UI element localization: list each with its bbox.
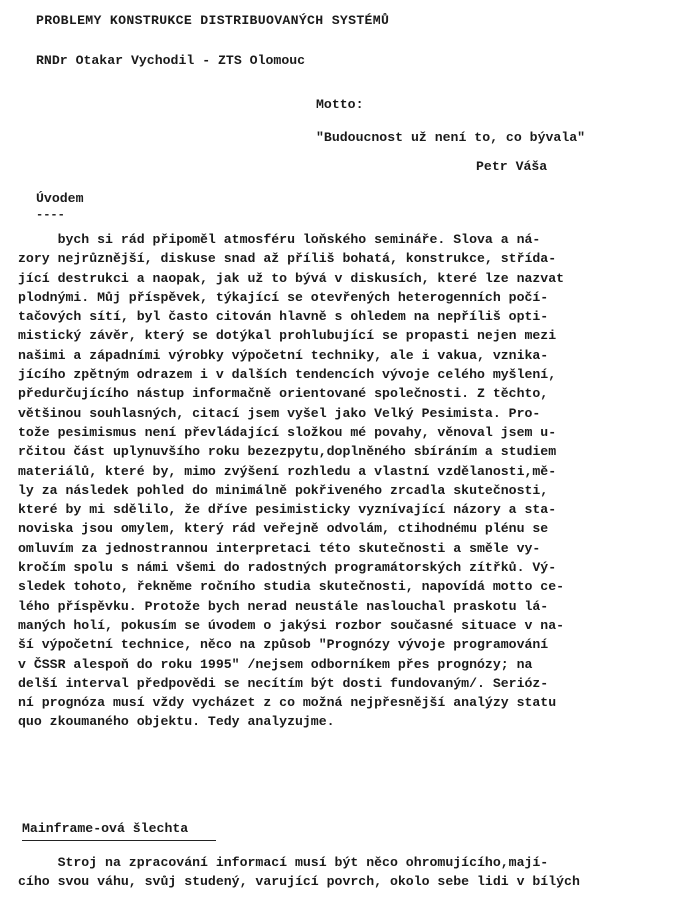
text-line: tože pesimismus není převládající složkou mé povahy, věnoval jsem u- — [18, 424, 557, 440]
text-line: maných holí, pokusím se úvodem o jakýsi rozbor současné situace v na- — [18, 617, 565, 633]
text-line: lého příspěvku. Protože bych nerad neustále naslouchal praskotu lá- — [18, 598, 549, 614]
text-line: rčitou část uplynuvšího roku bezezpytu,doplněného sbíráním a studiem — [18, 444, 557, 460]
section-heading-mainframe: Mainframe-ová šlechta — [22, 821, 189, 836]
text-line: zory nejrůznější, diskuse snad až příliš bohatá, konstrukce, střída- — [18, 251, 557, 267]
text-line: ní prognóza musí vždy vycházet z co možná nejpřesnější analýzy statu — [18, 695, 557, 711]
author-line: RNDr Otakar Vychodil - ZTS Olomouc — [36, 53, 306, 68]
section-heading-underline: ---- — [36, 208, 65, 222]
motto-label: Motto: — [316, 97, 364, 112]
section-paragraph-uvodem — [18, 230, 658, 732]
text-line: předurčujícího nástup informačně orientované společnosti. Z těchto, — [18, 386, 549, 402]
text-line: které by mi sdělilo, že dříve pesimisticky vyznívající názory a sta- — [18, 502, 557, 518]
text-line: ší výpočetní technice, něco na způsob "Prognózy vývoje programování — [18, 637, 549, 653]
text-line: kročím spolu s námi všemi do radostných programátorských zítřků. Vý- — [18, 560, 557, 576]
text-line: jícího zpětným odrazem i v dalších tendencích vývoje celého myšlení, — [18, 367, 557, 383]
section-paragraph-mainframe — [18, 853, 658, 892]
document-title: PROBLEMY KONSTRUKCE DISTRIBUOVANÝCH SYSTÉMŮ — [36, 13, 390, 28]
text-line: většinou souhlasných, citací jsem vyšel jako Velký Pesimista. Pro- — [18, 405, 541, 421]
text-line: tačových sítí, byl často citován hlavně s ohledem na nepříliš opti- — [18, 309, 549, 325]
text-line: jící destrukci a naopak, jak už to bývá v diskusích, které lze nazvat — [18, 270, 565, 286]
section-heading-underline-line — [22, 840, 216, 841]
text-line: sledek tohoto, řekněme ročního studia skutečnosti, napovídá motto ce- — [18, 579, 565, 595]
text-line: quo zkoumaného objektu. Tedy analyzujme. — [18, 714, 335, 730]
text-line: mistický závěr, který se dotýkal prohlubující se propasti nejen mezi — [18, 328, 557, 344]
motto-author: Petr Váša — [476, 159, 548, 174]
text-line: bych si rád připoměl atmosféru loňského semináře. Slova a ná- — [18, 232, 541, 247]
text-line: v ČSSR alespoň do roku 1995" /nejsem odborníkem přes prognózy; na — [18, 656, 533, 672]
motto-quote: "Budoucnost už není to, co bývala" — [316, 130, 586, 145]
text-line: omluvím za jednostrannou interpretaci této skutečnosti a směle vy- — [18, 540, 541, 556]
text-line: Stroj na zpracování informací musí být něco ohromujícího,mají- — [18, 855, 549, 870]
text-line: noviska jsou omylem, který rád veřejně odvolám, ctihodnému plénu se — [18, 521, 549, 537]
text-line: materiálů, které by, mimo zvýšení rozhledu a vlastní vzdělanosti,mě- — [18, 463, 557, 479]
text-line: našimi a západními výrobky výpočetní techniky, ale i vakua, vznika- — [18, 347, 549, 363]
text-line: cího svou váhu, svůj studený, varující povrch, okolo sebe lidi v bílých — [18, 874, 580, 890]
text-line: delší interval předpovědi se necítím být dosti fundovaným/. Serióz- — [18, 675, 549, 691]
text-line: ly za následek pohled do minimálně pokřiveného zrcadla skutečnosti, — [18, 482, 549, 498]
section-heading-uvodem: Úvodem — [36, 191, 84, 206]
text-line: plodnými. Můj příspěvek, týkající se otevřených heterogenních počí- — [18, 289, 549, 305]
